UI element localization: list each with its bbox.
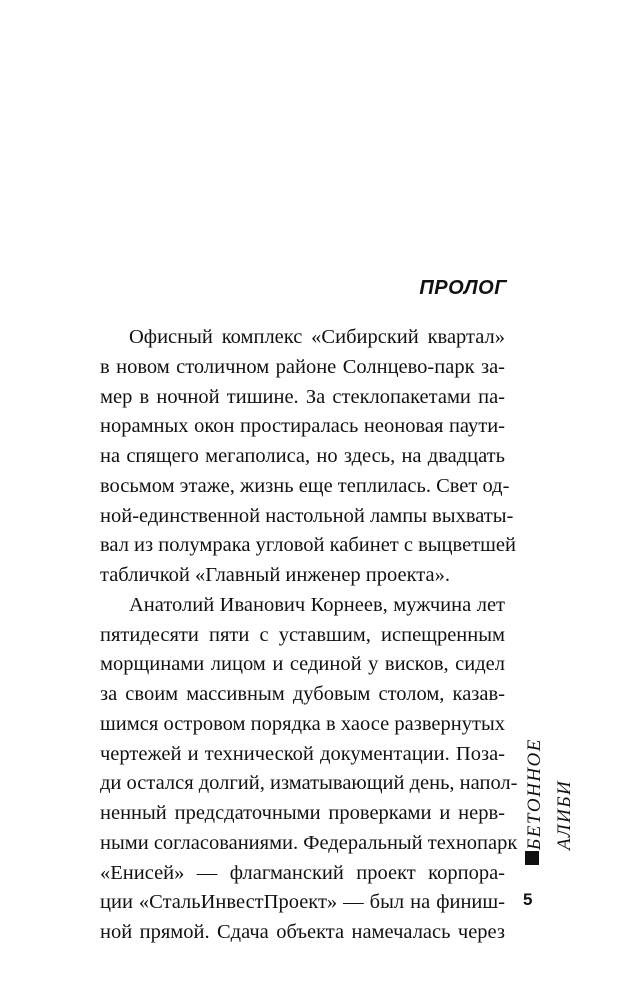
running-title: БЕТОННОЕ АЛИБИ bbox=[524, 738, 575, 850]
paragraph-2-line: Анатолий Иванович Корнеев, мужчина лет bbox=[129, 593, 505, 616]
paragraph-2-line: ции «СтальИнвестПроект» — был на финиш- bbox=[100, 891, 505, 914]
paragraph-2-line: шимся островом порядка в хаосе развернутых bbox=[100, 712, 505, 735]
paragraph-1-line: норамных окон простиралась неоновая паути- bbox=[100, 415, 505, 438]
paragraph-1-line: восьмом этаже, жизнь еще теплилась. Свет од- bbox=[100, 474, 510, 497]
paragraph-2-line: ными согласованиями. Федеральный технопарк bbox=[100, 831, 518, 854]
paragraph-1-line: на спящего мегаполиса, но здесь, на двадцать bbox=[100, 445, 505, 467]
paragraph-2-line: ди остался долгий, изматывающий день, напол- bbox=[100, 772, 518, 795]
paragraph-1-line: в новом столичном районе Солнцево-парк за- bbox=[100, 355, 505, 378]
paragraph-2-line: чертежей и технической документации. Поза- bbox=[100, 742, 505, 765]
paragraph-2-line: за своим массивным дубовым столом, казав- bbox=[100, 683, 505, 705]
paragraph-1-line: Офисный комплекс «Сибирский квартал» bbox=[129, 326, 505, 348]
paragraph-2-line: ной прямой. Сдача объекта намечалась через bbox=[100, 921, 505, 943]
paragraph-1-line: вал из полумрака угловой кабинет с выцветшей bbox=[100, 534, 516, 557]
paragraph-1-line: мер в ночной тишине. За стеклопакетами па- bbox=[100, 385, 505, 408]
body-text bbox=[100, 323, 518, 948]
paragraph-2-line: пятидесяти пяти с уставшим, испещренным bbox=[100, 623, 505, 646]
square-marker-icon bbox=[525, 851, 539, 865]
paragraph-2-line: морщинами лицом и сединой у висков, сидел bbox=[100, 653, 505, 676]
paragraph-1-line: табличкой «Главный инженер проекта». bbox=[100, 564, 450, 586]
page-number: 5 bbox=[523, 890, 533, 909]
paragraph-2-line: «Енисей» — флагманский проект корпора- bbox=[100, 861, 505, 884]
chapter-title: ПРОЛОГ bbox=[419, 277, 507, 299]
paragraph-2-line: ненный предсдаточными проверками и нерв- bbox=[100, 802, 505, 824]
paragraph-1-line: ной-единственной настольной лампы выхваты- bbox=[100, 504, 514, 527]
